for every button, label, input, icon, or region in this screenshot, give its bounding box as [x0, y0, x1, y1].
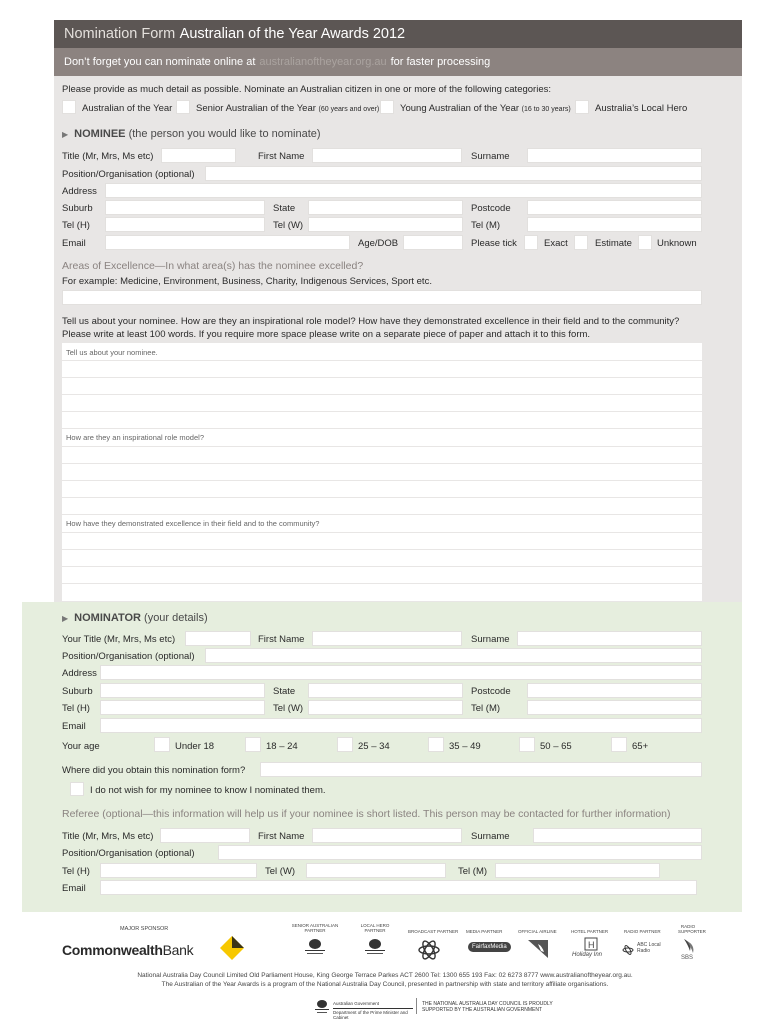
referee-heading: Referee (optional—this information will help us if your nominee is short listed. This person may be contacted for further information): [62, 808, 671, 820]
bank-name-bold: Commonwealth: [62, 942, 163, 958]
category-label-young: [400, 103, 571, 114]
radio-supporter-label: RADIO SUPPORTER: [678, 924, 706, 934]
story-line[interactable]: [62, 361, 702, 377]
age-option-label: 18 – 24: [266, 741, 298, 752]
council-support-2: SUPPORTED BY THE AUSTRALIAN GOVERNMENT: [422, 1007, 543, 1013]
tick-estimate-checkbox[interactable]: [574, 235, 588, 250]
story-instruction-1: Tell us about your nominee. How are they an inspirational role model? How have they demonstrated excellence in their field and to the community?: [62, 316, 680, 327]
referee-telm-field[interactable]: [495, 863, 660, 878]
nominee-agedob-field[interactable]: [403, 235, 463, 250]
where-obtained-label: Where did you obtain this nomination form?: [62, 765, 246, 776]
referee-telh-label: Tel (H): [62, 866, 90, 877]
nominator-telw-label: Tel (W): [273, 703, 304, 714]
nominee-heading-note: (the person you would like to nominate): [128, 128, 321, 140]
commonwealth-diamond-icon: [220, 936, 244, 960]
where-obtained-field[interactable]: [260, 762, 702, 777]
nominee-please-tick-label: Please tick: [471, 238, 517, 249]
form-title: Australian of the Year Awards 2012: [179, 26, 406, 42]
category-young-note: (16 to 30 years): [521, 106, 571, 113]
nominee-firstname-field[interactable]: [312, 148, 462, 163]
referee-email-label: Email: [62, 883, 86, 894]
abc-broadcast-icon: [418, 940, 440, 960]
nominee-position-field[interactable]: [205, 166, 702, 181]
category-checkbox-senior[interactable]: [176, 100, 190, 114]
senior-partner-label: SENIOR AUSTRALIAN PARTNER: [291, 923, 339, 933]
holiday-inn-logo: Holiday Inn: [572, 952, 603, 958]
nominator-suburb-field[interactable]: [100, 683, 265, 698]
nominator-postcode-field[interactable]: [527, 683, 702, 698]
referee-title-field[interactable]: [160, 828, 250, 843]
nominator-title-field[interactable]: [185, 631, 251, 646]
excellence-example: For example: Medicine, Environment, Business, Charity, Indigenous Services, Sport etc.: [62, 276, 432, 287]
story-line[interactable]: [62, 533, 702, 549]
nominator-telm-field[interactable]: [527, 700, 702, 715]
story-line[interactable]: [62, 584, 702, 601]
story-line[interactable]: [62, 567, 702, 583]
qantas-kangaroo-icon: [528, 940, 548, 958]
media-partner-label: MEDIA PARTNER: [466, 929, 503, 934]
nominee-telh-label: Tel (H): [62, 220, 90, 231]
nominee-email-label: Email: [62, 238, 86, 249]
council-support-text: [422, 1001, 553, 1013]
major-sponsor-label: MAJOR SPONSOR: [120, 926, 169, 932]
nominee-telh-field[interactable]: [105, 217, 265, 232]
nominator-heading: [62, 612, 208, 624]
story-instruction-2: Please write at least 100 words. If you require more space please write on a separate piece of paper and attach it to this form.: [62, 329, 591, 340]
tick-estimate-label: Estimate: [595, 238, 632, 249]
age-checkbox[interactable]: [611, 737, 627, 752]
nominator-heading-note: (your details): [144, 612, 208, 624]
category-checkbox-young[interactable]: [380, 100, 394, 114]
nominator-state-label: State: [273, 686, 296, 697]
triangle-right-icon: ▶: [62, 614, 69, 623]
nominee-heading: [62, 128, 321, 140]
referee-firstname-field[interactable]: [312, 828, 462, 843]
council-support-1: THE NATIONAL AUSTRALIA DAY COUNCIL IS PROUDLY: [422, 1001, 553, 1007]
abc-radio-icon: [622, 942, 634, 952]
story-line[interactable]: [62, 550, 702, 566]
age-option-label: 50 – 65: [540, 741, 572, 752]
age-option-label: 65+: [632, 741, 649, 752]
nominee-firstname-label: First Name: [258, 151, 305, 162]
nominator-position-field[interactable]: [205, 648, 702, 663]
hero-partner-label: LOCAL HERO PARTNER: [360, 923, 390, 933]
age-checkbox[interactable]: [154, 737, 170, 752]
referee-telm-label: Tel (M): [458, 866, 488, 877]
age-option-label: 25 – 34: [358, 741, 390, 752]
category-label-hero: Australia’s Local Hero: [595, 103, 688, 114]
nominee-email-field[interactable]: [105, 235, 350, 250]
govt-crest-icon: [312, 998, 332, 1016]
govt-logo-text: [333, 1001, 413, 1020]
nominator-position-label: Position/Organisation (optional): [62, 651, 195, 662]
nominator-firstname-label: First Name: [258, 634, 305, 645]
nominee-telw-label: Tel (W): [273, 220, 304, 231]
nominator-firstname-field[interactable]: [312, 631, 462, 646]
referee-telh-field[interactable]: [100, 863, 257, 878]
age-option-label: 35 – 49: [449, 741, 481, 752]
story-line[interactable]: [62, 343, 702, 360]
category-checkbox-hero[interactable]: [575, 100, 589, 114]
nominee-postcode-field[interactable]: [527, 200, 702, 215]
hotel-partner-label: HOTEL PARTNER: [571, 929, 609, 934]
category-young-name: Young Australian of the Year: [400, 103, 520, 114]
category-senior-name: Senior Australian of the Year: [196, 103, 316, 114]
referee-title-label: Title (Mr, Mrs, Ms etc): [62, 831, 154, 842]
referee-telw-label: Tel (W): [265, 866, 296, 877]
age-checkbox[interactable]: [245, 737, 261, 752]
footer-address: National Australia Day Council Limited Old Parliament House, King George Terrace Parkes ACT 2600 Tel: 1300 655 193 Fax: 02 6273 8777 www.australianoftheyear.org.au.: [137, 972, 633, 979]
sbs-logo: SBS: [681, 955, 694, 961]
online-url: australianoftheyear.org.au: [259, 56, 387, 68]
nominee-address-label: Address: [62, 186, 97, 197]
nominee-suburb-field[interactable]: [105, 200, 265, 215]
online-note-bar: [54, 48, 742, 76]
referee-position-label: Position/Organisation (optional): [62, 848, 195, 859]
tick-unknown-label: Unknown: [657, 238, 697, 249]
referee-surname-field[interactable]: [533, 828, 702, 843]
referee-email-field[interactable]: [100, 880, 697, 895]
nominator-telh-label: Tel (H): [62, 703, 90, 714]
age-checkbox[interactable]: [519, 737, 535, 752]
category-senior-note: (60 years and over): [318, 106, 380, 113]
footer-divider: [416, 998, 417, 1014]
govt-crest-icon: [300, 937, 330, 961]
nominee-surname-field[interactable]: [527, 148, 702, 163]
nominee-position-label: Position/Organisation (optional): [62, 169, 195, 180]
commonwealth-bank-logo: [62, 942, 193, 958]
story-line[interactable]: [62, 378, 702, 394]
nominator-state-field[interactable]: [308, 683, 463, 698]
nominator-address-field[interactable]: [100, 665, 702, 680]
tick-unknown-checkbox[interactable]: [638, 235, 652, 250]
category-checkbox-australian[interactable]: [62, 100, 76, 114]
tick-exact-checkbox[interactable]: [524, 235, 538, 250]
nominee-state-field[interactable]: [308, 200, 463, 215]
no-wish-label: I do not wish for my nominee to know I nominated them.: [90, 785, 326, 796]
nominator-telm-label: Tel (M): [471, 703, 501, 714]
intro-text: Please provide as much detail as possible. Nominate an Australian citizen in one or more of the following categories:: [62, 84, 551, 95]
story-hint-2: How are they an inspirational role model?: [66, 433, 204, 442]
airline-partner-label: OFFICIAL AIRLINE: [518, 929, 557, 934]
story-hint-1: Tell us about your nominee.: [66, 348, 158, 357]
nominee-title-label: Title (Mr, Mrs, Ms etc): [62, 151, 154, 162]
referee-surname-label: Surname: [471, 831, 510, 842]
nominee-telm-field[interactable]: [527, 217, 702, 232]
nominator-postcode-label: Postcode: [471, 686, 511, 697]
story-line[interactable]: [62, 481, 702, 497]
nominator-address-label: Address: [62, 668, 97, 679]
nominee-agedob-label: Age/DOB: [358, 238, 399, 249]
nominee-telw-field[interactable]: [308, 217, 463, 232]
online-note-lead: Don’t forget you can nominate online at: [64, 56, 256, 68]
radio-partner-label: RADIO PARTNER: [624, 929, 661, 934]
triangle-right-icon: ▶: [62, 130, 69, 139]
form-title-light: Nomination Form: [64, 26, 176, 42]
story-line[interactable]: [62, 395, 702, 411]
excellence-field[interactable]: [62, 290, 702, 305]
nominator-heading-label: NOMINATOR: [74, 612, 141, 624]
referee-position-field[interactable]: [218, 845, 702, 860]
tick-exact-label: Exact: [544, 238, 568, 249]
govt-dept: Department of the Prime Minister and Cabinet: [333, 1008, 413, 1020]
story-line[interactable]: [62, 447, 702, 463]
category-label-australian: Australian of the Year: [82, 103, 173, 114]
age-option-label: Under 18: [175, 741, 215, 752]
nominator-title-label: Your Title (Mr, Mrs, Ms etc): [62, 634, 176, 645]
your-age-label: Your age: [62, 741, 100, 752]
no-wish-checkbox[interactable]: [70, 782, 84, 796]
online-note-tail: for faster processing: [390, 56, 491, 68]
nominee-title-field[interactable]: [161, 148, 236, 163]
age-checkbox[interactable]: [428, 737, 444, 752]
story-line[interactable]: [62, 498, 702, 514]
govt-name: Australian Government: [333, 1001, 380, 1006]
sbs-icon: [680, 938, 696, 956]
broadcast-partner-label: BROADCAST PARTNER: [408, 929, 459, 934]
excellence-heading: Areas of Excellence—In what area(s) has the nominee excelled?: [62, 260, 364, 272]
nominee-address-field[interactable]: [105, 183, 702, 198]
nominator-suburb-label: Suburb: [62, 686, 93, 697]
story-hint-3: How have they demonstrated excellence in their field and to the community?: [66, 519, 320, 528]
story-line[interactable]: [62, 412, 702, 428]
bank-name-light: Bank: [162, 942, 194, 958]
nominator-email-field[interactable]: [100, 718, 702, 733]
nominee-heading-label: NOMINEE: [74, 128, 126, 140]
form-title-bar: [54, 20, 742, 48]
nominator-email-label: Email: [62, 721, 86, 732]
nominator-surname-label: Surname: [471, 634, 510, 645]
story-line[interactable]: [62, 464, 702, 480]
fairfax-logo: FairfaxMedia: [468, 942, 511, 952]
nominee-postcode-label: Postcode: [471, 203, 511, 214]
nominator-telw-field[interactable]: [308, 700, 463, 715]
nominee-surname-label: Surname: [471, 151, 510, 162]
nominator-surname-field[interactable]: [517, 631, 702, 646]
nominee-suburb-label: Suburb: [62, 203, 93, 214]
govt-crest-icon: [360, 937, 390, 961]
nominee-telm-label: Tel (M): [471, 220, 501, 231]
referee-telw-field[interactable]: [306, 863, 446, 878]
category-label-senior: [196, 103, 379, 114]
abc-local-radio-logo: ABC Local Radio: [637, 942, 661, 954]
svg-text:H: H: [588, 940, 595, 950]
nominator-telh-field[interactable]: [100, 700, 265, 715]
referee-firstname-label: First Name: [258, 831, 305, 842]
footer-program-note: The Australian of the Year Awards is a program of the National Australia Day Council, presented in partnership with state and territory affiliate organisations.: [161, 981, 609, 988]
age-checkbox[interactable]: [337, 737, 353, 752]
holiday-inn-icon: [584, 937, 598, 951]
nominee-state-label: State: [273, 203, 296, 214]
